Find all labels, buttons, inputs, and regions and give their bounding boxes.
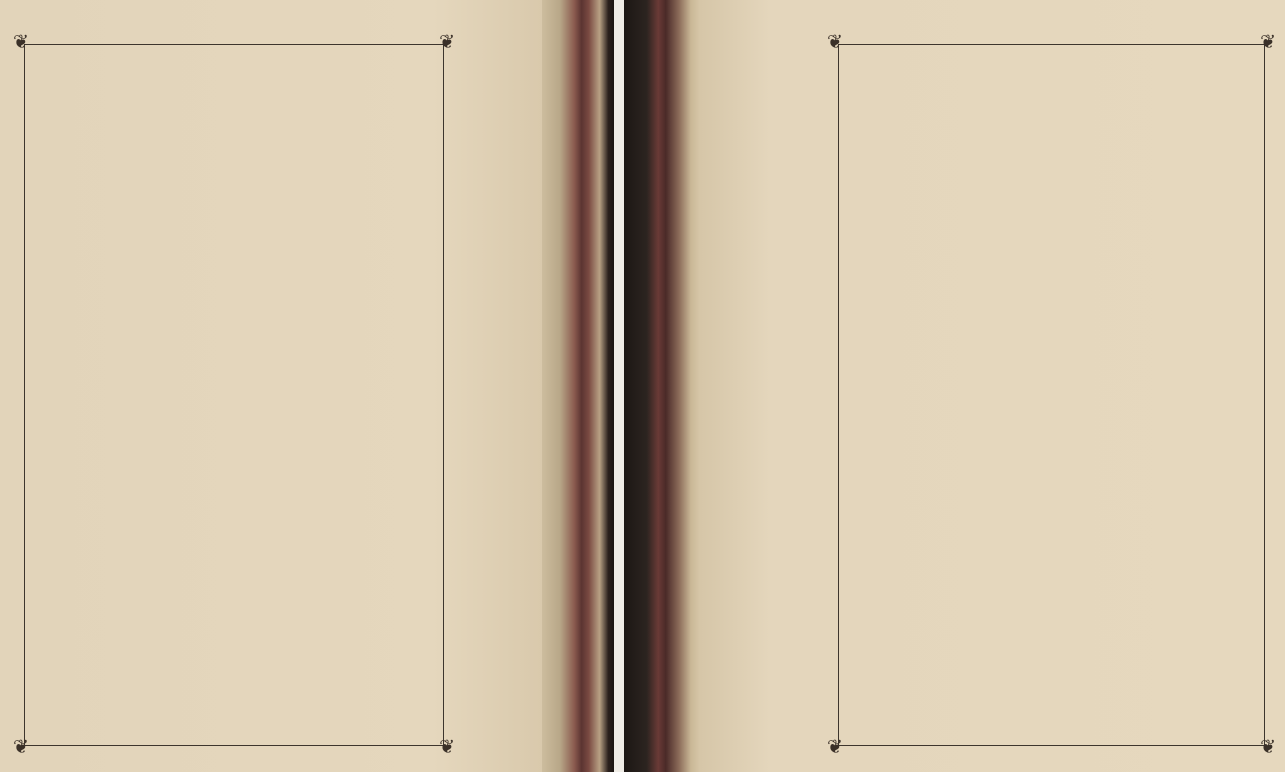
corner-ornament-icon: ❦: [1260, 31, 1276, 53]
page-frame: [827, 31, 1276, 758]
book-spine-gap: [614, 0, 624, 772]
corner-ornament-icon: ❦: [13, 736, 29, 758]
corner-ornament-icon: ❦: [827, 31, 843, 53]
corner-ornament-icon: ❦: [1260, 736, 1276, 758]
book-spine-left: [542, 0, 614, 772]
page-frame: [13, 31, 455, 758]
left-page: [0, 0, 542, 772]
book-spine-right: [624, 0, 700, 772]
corner-ornament-icon: ❦: [439, 736, 455, 758]
corner-ornament-icon: ❦: [439, 31, 455, 53]
corner-ornament-icon: ❦: [13, 31, 29, 53]
right-page: [700, 0, 1285, 772]
corner-ornament-icon: ❦: [827, 736, 843, 758]
